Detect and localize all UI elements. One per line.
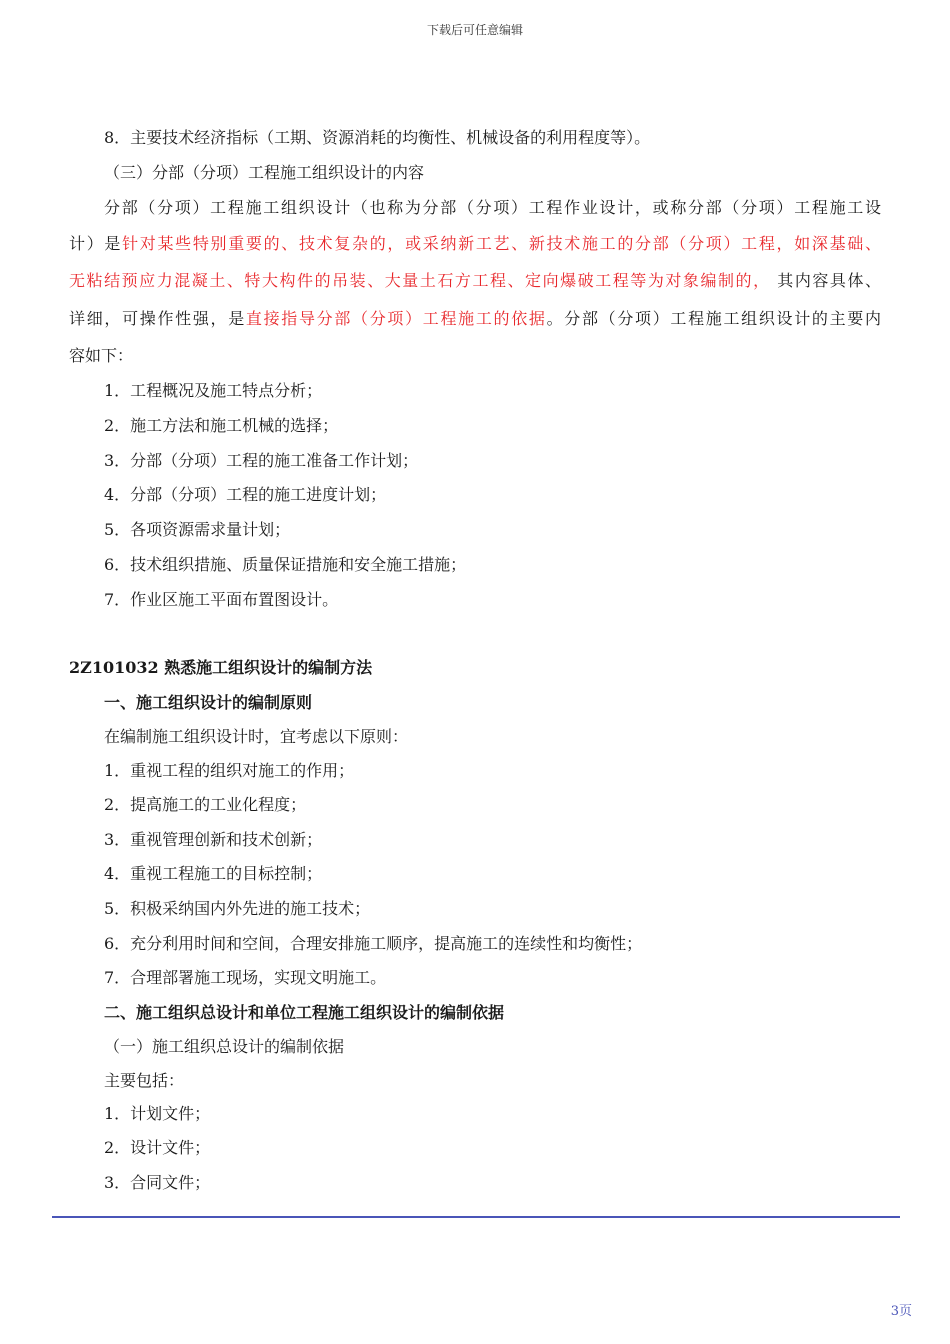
list-item: 1．重视工程的组织对施工的作用； <box>104 761 355 780</box>
paragraph-line <box>69 270 881 292</box>
paragraph-text: 。分部（分项）工程施工组织设计的主要内 <box>546 309 881 328</box>
list-item: 2．设计文件； <box>104 1138 211 1157</box>
section-subheading: （三）分部（分项）工程施工组织设计的内容 <box>104 163 425 182</box>
subsection-heading: 二、施工组织总设计和单位工程施工组织设计的编制依据 <box>104 1003 505 1022</box>
list-item: 3．合同文件； <box>104 1173 211 1192</box>
highlighted-text: 无粘结预应力混凝土、特大构件的吊装、大量土石方工程、定向爆破工程等为对象编制的， <box>69 271 771 290</box>
paragraph-line <box>69 308 881 330</box>
highlighted-text: 直接指导分部（分项）工程施工的依据 <box>245 309 547 328</box>
section-subheading: （一）施工组织总设计的编制依据 <box>104 1037 345 1056</box>
paragraph-text: 详细，可操作性强，是 <box>69 309 246 328</box>
list-item: 5．积极采纳国内外先进的施工技术； <box>104 899 371 918</box>
list-item: 3．重视管理创新和技术创新； <box>104 830 323 849</box>
list-item: 3．分部（分项）工程的施工准备工作计划； <box>104 451 419 470</box>
list-item: 7．作业区施工平面布置图设计。 <box>104 590 339 609</box>
section-heading: 2Z101032 熟悉施工组织设计的编制方法 <box>69 658 373 677</box>
paragraph-line: 在编制施工组织设计时，宜考虑以下原则： <box>104 727 409 746</box>
list-item: 4．分部（分项）工程的施工进度计划； <box>104 485 387 504</box>
subsection-heading: 一、施工组织设计的编制原则 <box>104 693 313 712</box>
footer-divider <box>52 1216 900 1218</box>
list-item: 6．充分利用时间和空间，合理安排施工顺序，提高施工的连续性和均衡性； <box>104 934 643 953</box>
list-item: 7．合理部署施工现场，实现文明施工。 <box>104 968 387 987</box>
paragraph-text: 其内容具体、 <box>777 271 881 290</box>
page-number: 3页 <box>890 1304 912 1319</box>
list-item: 8．主要技术经济指标（工期、资源消耗的均衡性、机械设备的利用程度等）。 <box>104 128 651 147</box>
paragraph-text: 计）是 <box>69 234 123 253</box>
highlighted-text: 针对某些特别重要的、技术复杂的，或采纳新工艺、新技术施工的分部（分项）工程，如深基础、 <box>122 234 881 253</box>
header-note: 下载后可任意编辑 <box>426 23 523 37</box>
paragraph-line: 主要包括： <box>104 1071 185 1090</box>
list-item: 5．各项资源需求量计划； <box>104 520 291 539</box>
paragraph-line: 容如下： <box>69 346 134 365</box>
list-item: 1．计划文件； <box>104 1104 211 1123</box>
paragraph-line: 分部（分项）工程施工组织设计（也称为分部（分项）工程作业设计，或称分部（分项）工程施工设 <box>104 198 881 217</box>
list-item: 4．重视工程施工的目标控制； <box>104 864 323 883</box>
list-item: 2．提高施工的工业化程度； <box>104 795 307 814</box>
paragraph-line <box>69 233 881 255</box>
list-item: 1．工程概况及施工特点分析； <box>104 381 323 400</box>
list-item: 6．技术组织措施、质量保证措施和安全施工措施； <box>104 555 467 574</box>
list-item: 2．施工方法和施工机械的选择； <box>104 416 339 435</box>
